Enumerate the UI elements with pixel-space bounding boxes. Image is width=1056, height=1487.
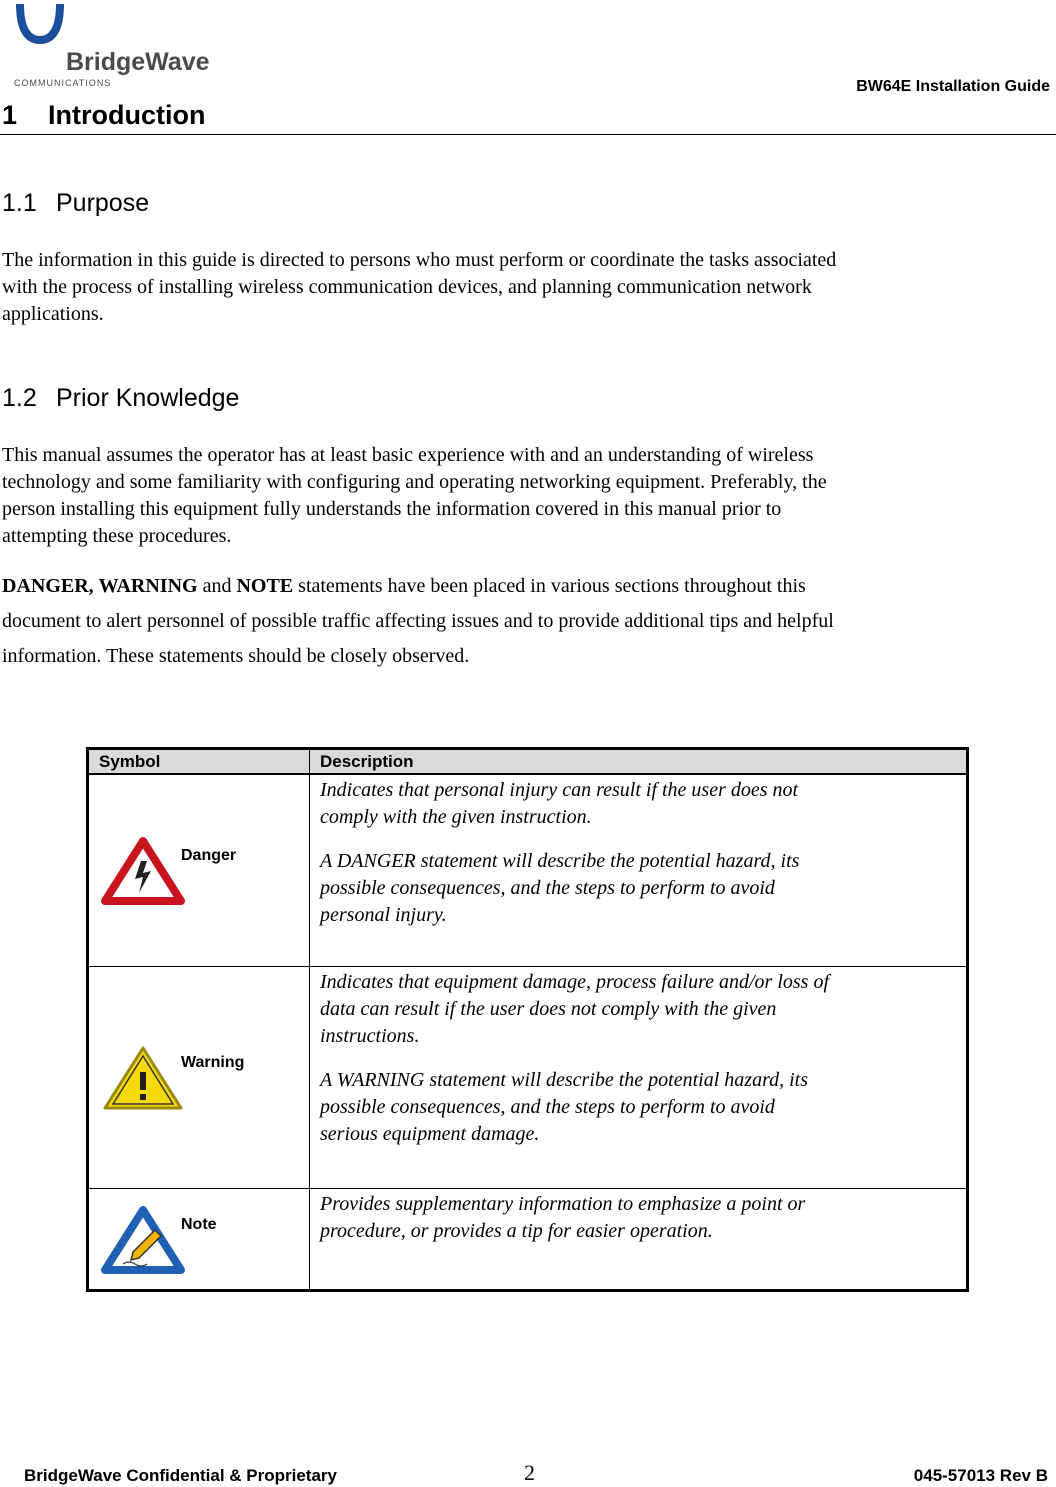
- text-line: A DANGER statement will describe the potential hazard, its: [320, 850, 800, 872]
- table-header-row: [88, 749, 968, 775]
- section-number: 1: [2, 100, 18, 130]
- text-line: comply with the given instruction.: [320, 806, 592, 828]
- warning-badge: [101, 1042, 308, 1112]
- note-icon: [101, 1204, 185, 1274]
- danger-badge: [101, 835, 308, 905]
- note-keyword: NOTE: [236, 575, 294, 597]
- description-paragraph: [320, 1067, 956, 1148]
- warning-label: Warning: [181, 1054, 245, 1071]
- column-header-description: Description: [310, 749, 968, 775]
- symbol-cell: [88, 966, 310, 1188]
- subsection-number: 1.1: [2, 189, 37, 217]
- table-row-warning: [88, 966, 968, 1188]
- note-badge: [101, 1204, 308, 1274]
- symbol-cell: [88, 1188, 310, 1290]
- description-cell: [310, 966, 968, 1188]
- text-line: Indicates that personal injury can result if the user does not: [320, 779, 799, 801]
- symbol-cell: [88, 774, 310, 966]
- description-cell: [310, 774, 968, 966]
- table-row-note: [88, 1188, 968, 1290]
- danger-label: Danger: [181, 847, 237, 865]
- text-line: Indicates that equipment damage, process failure and/or loss of: [320, 970, 830, 993]
- text-line: The information in this guide is directed to persons who must perform or coordinate the tasks associated: [2, 249, 837, 271]
- text-line: document to alert personnel of possible traffic affecting issues and to provide additional tips and helpful: [2, 610, 834, 632]
- text-line: serious equipment damage.: [320, 1122, 540, 1145]
- subsection-number: 1.2: [2, 384, 37, 412]
- table-row-danger: [88, 774, 968, 966]
- text-line: information. These statements should be closely observed.: [2, 645, 470, 667]
- note-label: Note: [181, 1215, 217, 1233]
- description-paragraph: [320, 969, 956, 1050]
- footer-confidential: BridgeWave Confidential & Proprietary: [24, 1466, 337, 1485]
- text-line: applications.: [2, 303, 104, 325]
- text-line: attempting these procedures.: [2, 525, 232, 547]
- description-paragraph: [320, 848, 956, 929]
- statements-paragraph: [2, 569, 1056, 674]
- bridgewave-logo: [10, 0, 210, 92]
- prior-knowledge-paragraph: [2, 442, 1052, 550]
- logo-subtitle: COMMUNICATIONS: [14, 78, 112, 88]
- danger-icon: [101, 835, 185, 905]
- text-line: personal injury.: [320, 904, 447, 926]
- conjunction: and: [202, 575, 232, 597]
- header-rule: [0, 134, 1056, 135]
- text-line: data can result if the user does not comply with the given: [320, 997, 777, 1020]
- description-cell: [310, 1188, 968, 1290]
- subsection-heading-prior-knowledge: [2, 384, 239, 413]
- warning-icon: [101, 1042, 185, 1112]
- section-heading-introduction: [2, 100, 205, 131]
- subsection-title: Prior Knowledge: [56, 384, 240, 412]
- subsection-title: Purpose: [56, 189, 150, 217]
- text-line: A WARNING statement will describe the potential hazard, its: [320, 1068, 809, 1091]
- text-line: procedure, or provides a tip for easier operation.: [320, 1219, 713, 1242]
- text-line: person installing this equipment fully understands the information covered in this manual prior to: [2, 498, 782, 520]
- document-revision: 045-57013 Rev B: [913, 1466, 1048, 1485]
- danger-keyword: DANGER,: [2, 575, 94, 597]
- description-paragraph: [320, 1191, 956, 1245]
- text-line: with the process of installing wireless communication devices, and planning communication network: [2, 276, 812, 298]
- section-title: Introduction: [48, 100, 206, 130]
- text-line: possible consequences, and the steps to perform to avoid: [320, 1095, 775, 1118]
- text-fragment: statements have been placed in various sections throughout this: [298, 575, 806, 597]
- purpose-paragraph: [2, 247, 1052, 328]
- page-number: 2: [524, 1460, 535, 1485]
- text-line: instructions.: [320, 1024, 420, 1047]
- text-line: [2, 569, 1056, 604]
- text-line: possible consequences, and the steps to perform to avoid: [320, 877, 775, 899]
- column-header-symbol: Symbol: [88, 749, 310, 775]
- subsection-heading-purpose: [2, 189, 149, 218]
- logo-wordmark: BridgeWave: [66, 48, 210, 76]
- text-line: Provides supplementary information to emphasize a point or: [320, 1192, 806, 1215]
- description-paragraph: [320, 777, 956, 831]
- text-line: This manual assumes the operator has at least basic experience with and an understanding of wireless: [2, 444, 814, 466]
- guide-title: BW64E Installation Guide: [856, 78, 1050, 95]
- text-line: technology and some familiarity with configuring and operating networking equipment. Preferably, the: [2, 471, 827, 493]
- warning-keyword: WARNING: [98, 575, 198, 597]
- symbol-table: [86, 747, 969, 1292]
